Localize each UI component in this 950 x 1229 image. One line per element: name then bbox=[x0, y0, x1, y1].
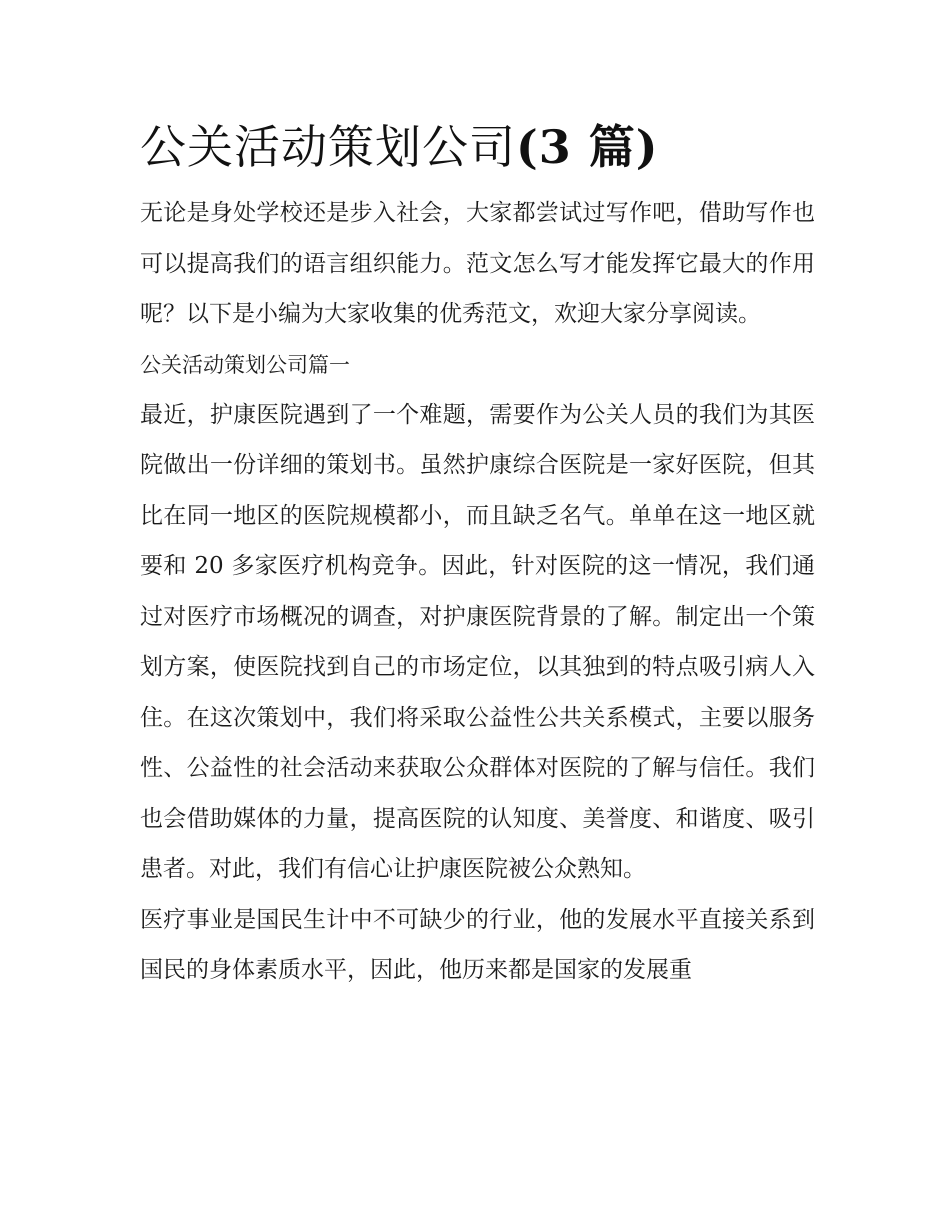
document-page bbox=[140, 116, 815, 996]
document-title bbox=[140, 116, 815, 178]
body-paragraph-2: 医疗事业是国民生计中不可缺少的行业，他的发展水平直接关系到国民的身体素质水平，因此，他历来都是国家的发展重 bbox=[140, 906, 815, 983]
title-count: (3 篇) bbox=[516, 120, 659, 174]
body-paragraph-1: 最近，护康医院遇到了一个难题，需要作为公关人员的我们为其医院做出一份详细的策划书。虽然护康综合医院是一家好医院，但其比在同一地区的医院规模都小，而且缺乏名气。单单在这一地区就要和 20 多家医疗机构竞争。因此，针对医院的这一情况，我们通过对医疗市场概况的调查，对护康医院背景的了解。制定出一个策划方案，使医院找到自己的市场定位，以其独到的特点吸引病人入住。在这次策划中，我们将采取公益性公共关系模式，主要以服务性、公益性的社会活动来获取公众群体对医院的了解与信任。我们也会借助媒体的力量，提高医院的认知度、美誉度、和谐度、吸引患者。对此，我们有信心让护康医院被公众熟知。 bbox=[140, 401, 815, 882]
intro-paragraph: 无论是身处学校还是步入社会，大家都尝试过写作吧，借助写作也可以提高我们的语言组织能力。范文怎么写才能发挥它最大的作用呢？以下是小编为大家收集的优秀范文，欢迎大家分享阅读。 bbox=[140, 200, 815, 327]
section-heading: 公关活动策划公司篇一 bbox=[140, 352, 350, 377]
title-main: 公关活动策划公司 bbox=[140, 120, 516, 174]
